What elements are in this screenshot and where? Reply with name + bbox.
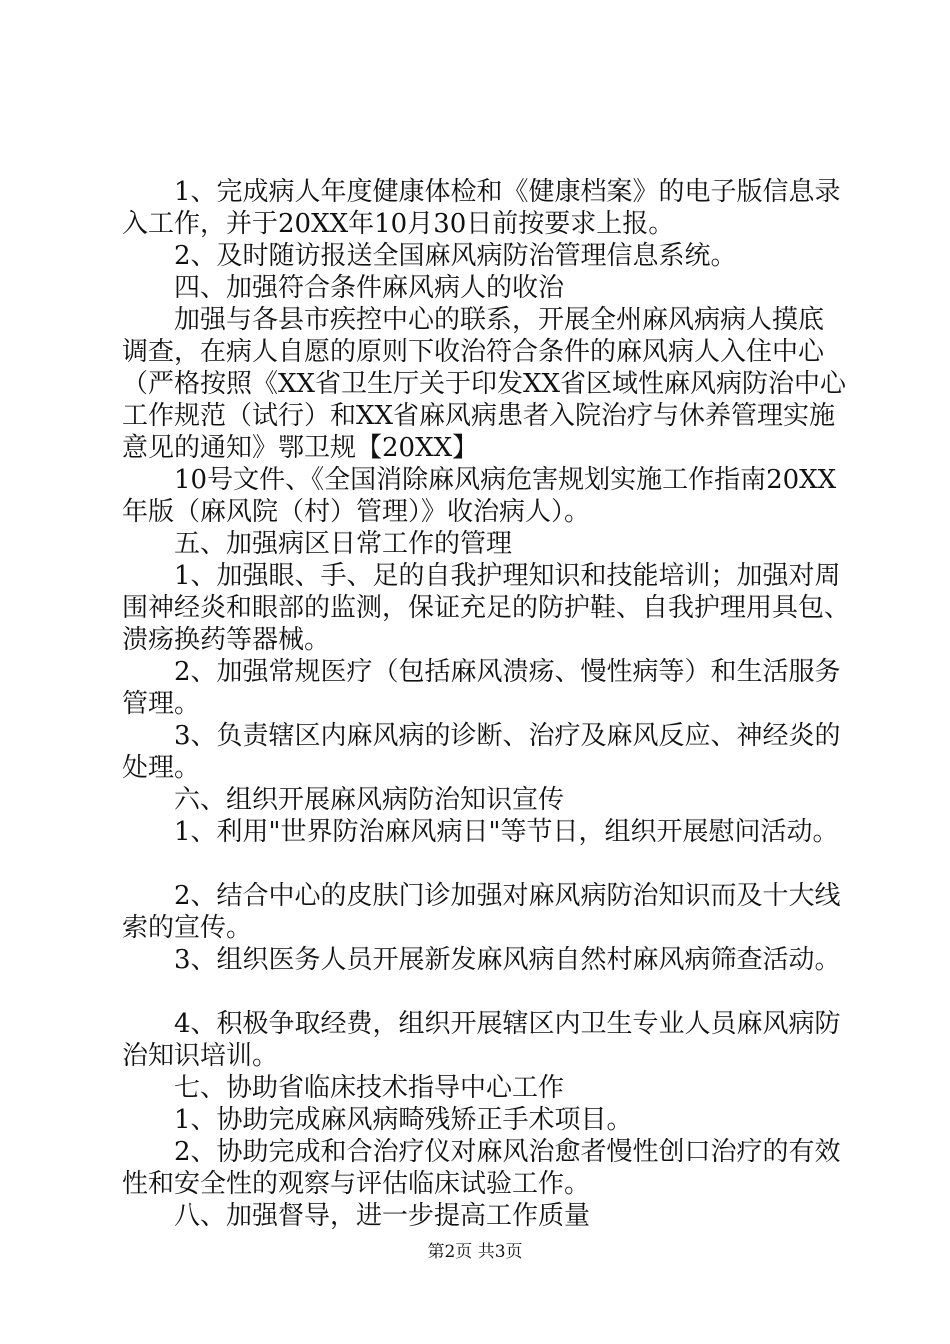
text-line: 1、加强眼、手、足的自我护理知识和技能培训；加强对周 [122,561,841,591]
text-line: 1、完成病人年度健康体检和《健康档案》的电子版信息录 [122,177,841,207]
text-line: 调查，在病人自愿的原则下收治符合条件的麻风病人入住中心 [122,337,825,367]
section-heading: 六、组织开展麻风病防治知识宣传 [122,785,565,815]
text-line: 围神经炎和眼部的监测，保证充足的防护鞋、自我护理用具包、 [122,593,851,623]
text-line: 加强与各县市疾控中心的联系，开展全州麻风病病人摸底 [122,305,825,335]
section-heading: 五、加强病区日常工作的管理 [122,529,513,559]
section-heading: 七、协助省临床技术指导中心工作 [122,1073,565,1103]
text-line: 3、负责辖区内麻风病的诊断、治疗及麻风反应、神经炎的 [122,721,841,751]
text-line: 10号文件、《全国消除麻风病危害规划实施工作指南20XX [122,465,837,495]
text-line: （严格按照《XX省卫生厅关于印发XX省区域性麻风病防治中心 [122,369,847,399]
text-line: 年版（麻风院（村）管理）》收治病人）。 [122,497,591,527]
blank-line [0,975,950,1009]
section-heading: 八、加强督导，进一步提高工作质量 [122,1201,591,1231]
text-line: 2、及时随访报送全国麻风病防治管理信息系统。 [122,241,737,271]
text-line: 1、协助完成麻风病畸残矫正手术项目。 [122,1105,633,1135]
text-line: 索的宣传。 [122,913,253,943]
text-line: 入工作，并于20XX年10月30日前按要求上报。 [122,209,675,239]
section-heading: 四、加强符合条件麻风病人的收治 [122,273,565,303]
text-line: 意见的通知》鄂卫规【20XX】 [122,433,479,463]
text-line: 工作规范（试行）和XX省麻风病患者入院治疗与休养管理实施 [122,401,836,431]
text-line: 2、结合中心的皮肤门诊加强对麻风病防治知识而及十大线 [122,881,841,911]
page-number-footer: 第2页 共3页 [427,1242,523,1262]
blank-line [0,847,950,881]
text-line: 治知识培训。 [122,1041,279,1071]
text-line: 性和安全性的观察与评估临床试验工作。 [122,1169,591,1199]
text-line: 2、加强常规医疗（包括麻风溃疡、慢性病等）和生活服务 [122,657,841,687]
text-line: 2、协助完成和合治疗仪对麻风治愈者慢性创口治疗的有效 [122,1137,841,1167]
text-line: 溃疡换药等器械。 [122,625,331,655]
text-line: 1、利用"世界防治麻风病日"等节日，组织开展慰问活动。 [122,817,839,847]
text-line: 管理。 [122,689,201,719]
text-line: 4、积极争取经费，组织开展辖区内卫生专业人员麻风病防 [122,1009,841,1039]
text-line: 处理。 [122,753,201,783]
text-line: 3、组织医务人员开展新发麻风病自然村麻风病筛查活动。 [122,945,841,975]
